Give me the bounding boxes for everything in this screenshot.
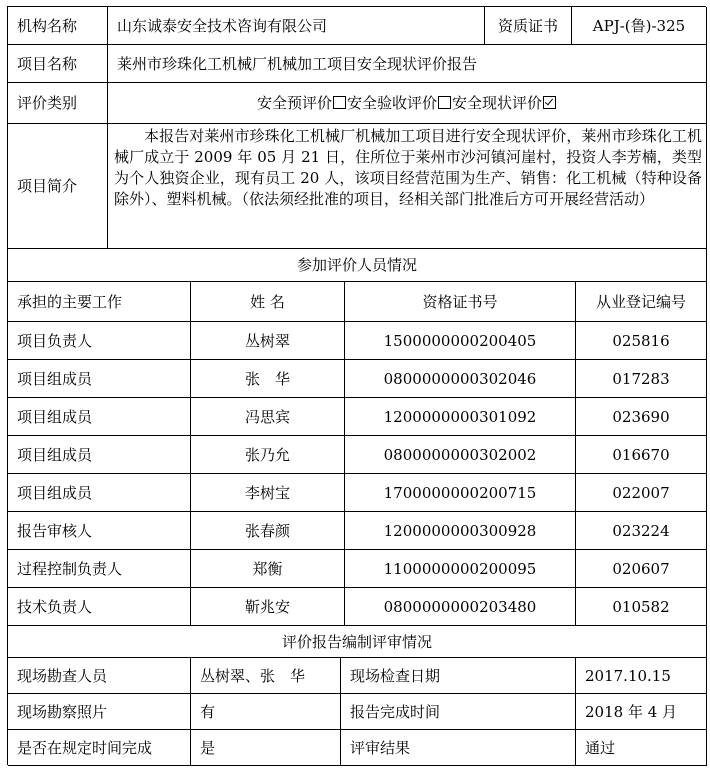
- category-acceptance-evaluation: 安全验收评价: [347, 94, 452, 112]
- evaluation-info-table: [7, 6, 706, 765]
- checkbox-unchecked-icon: [438, 96, 451, 109]
- table-row-reg: 010582: [576, 588, 707, 626]
- table-row-name: 李树宝: [191, 474, 345, 512]
- project-name-value: 莱州市珍珠化工机械厂机械加工项目安全现状评价报告: [108, 45, 707, 83]
- table-row-role: 技术负责人: [8, 588, 191, 626]
- table-row-role: 项目组成员: [8, 436, 191, 474]
- table-row-cert: 1200000000301092: [345, 398, 576, 436]
- review-label: 现场勘查人员: [8, 658, 191, 694]
- table-row-cert: 1100000000200095: [345, 550, 576, 588]
- project-name-label: 项目名称: [8, 45, 108, 83]
- org-value: 山东诚泰安全技术咨询有限公司: [108, 7, 485, 45]
- table-row-role: 项目组成员: [8, 360, 191, 398]
- table-row-cert: 0800000000302046: [345, 360, 576, 398]
- table-row-name: 丛树翠: [191, 322, 345, 360]
- table-row-cert: 1200000000300928: [345, 512, 576, 550]
- table-row-role: 项目组成员: [8, 474, 191, 512]
- review-value: 有: [191, 694, 341, 730]
- table-row-name: 冯思宾: [191, 398, 345, 436]
- org-label: 机构名称: [8, 7, 108, 45]
- category-options: [108, 83, 707, 124]
- review-value: 丛树翠、张 华: [191, 658, 341, 694]
- table-row-name: 张乃允: [191, 436, 345, 474]
- table-row-name: 张春颜: [191, 512, 345, 550]
- table-row-role: 过程控制负责人: [8, 550, 191, 588]
- review-value: 2018 年 4 月: [576, 694, 707, 730]
- column-header-cert: 资格证书号: [345, 282, 576, 322]
- table-row-reg: 017283: [576, 360, 707, 398]
- review-value: 是: [191, 730, 341, 766]
- column-header-reg: 从业登记编号: [576, 282, 707, 322]
- review-value: 2017.10.15: [576, 658, 707, 694]
- personnel-section-title: 参加评价人员情况: [8, 249, 707, 282]
- category-pre-evaluation: 安全预评价: [257, 94, 347, 112]
- table-row-reg: 016670: [576, 436, 707, 474]
- checkbox-unchecked-icon: [333, 96, 346, 109]
- table-row-reg: 020607: [576, 550, 707, 588]
- table-row-reg: 022007: [576, 474, 707, 512]
- table-row-name: 张 华: [191, 360, 345, 398]
- table-row-reg: 025816: [576, 322, 707, 360]
- table-row-name: 靳兆安: [191, 588, 345, 626]
- table-row-cert: 1700000000200715: [345, 474, 576, 512]
- cert-value: APJ-(鲁)-325: [572, 7, 707, 45]
- table-row-role: 项目负责人: [8, 322, 191, 360]
- intro-label: 项目简介: [8, 124, 108, 249]
- category-status-evaluation: 安全现状评价: [452, 94, 557, 112]
- checkbox-checked-icon: [543, 96, 556, 109]
- column-header-name: 姓 名: [191, 282, 345, 322]
- table-row-role: 报告审核人: [8, 512, 191, 550]
- intro-text: 本报告对莱州市珍珠化工机械厂机械加工项目进行安全现状评价，莱州市珍珠化工机械厂成立于 2009 年 05 月 21 日，住所位于莱州市沙河镇河崖村，投资人李芳楠，类型为个人独资企业，现有员工 20 人，该项目经营范围为生产、销售：化工机械（特种设备除外）、塑料机械。（依法须经批准的项目，经相关部门批准后方可开展经营活动）: [108, 124, 707, 249]
- review-label: 是否在规定时间完成: [8, 730, 191, 766]
- review-label: 现场检查日期: [341, 658, 576, 694]
- table-row-cert: 1500000000200405: [345, 322, 576, 360]
- table-row-reg: 023690: [576, 398, 707, 436]
- review-label: 现场勘察照片: [8, 694, 191, 730]
- review-section-title: 评价报告编制评审情况: [8, 626, 707, 658]
- category-label: 评价类别: [8, 83, 108, 124]
- table-row-role: 项目组成员: [8, 398, 191, 436]
- table-row-name: 郑衡: [191, 550, 345, 588]
- review-label: 评审结果: [341, 730, 576, 766]
- review-label: 报告完成时间: [341, 694, 576, 730]
- table-row-reg: 023224: [576, 512, 707, 550]
- table-row-cert: 0800000000302002: [345, 436, 576, 474]
- cert-label: 资质证书: [485, 7, 572, 45]
- review-value: 通过: [576, 730, 707, 766]
- table-row-cert: 0800000000203480: [345, 588, 576, 626]
- column-header-role: 承担的主要工作: [8, 282, 191, 322]
